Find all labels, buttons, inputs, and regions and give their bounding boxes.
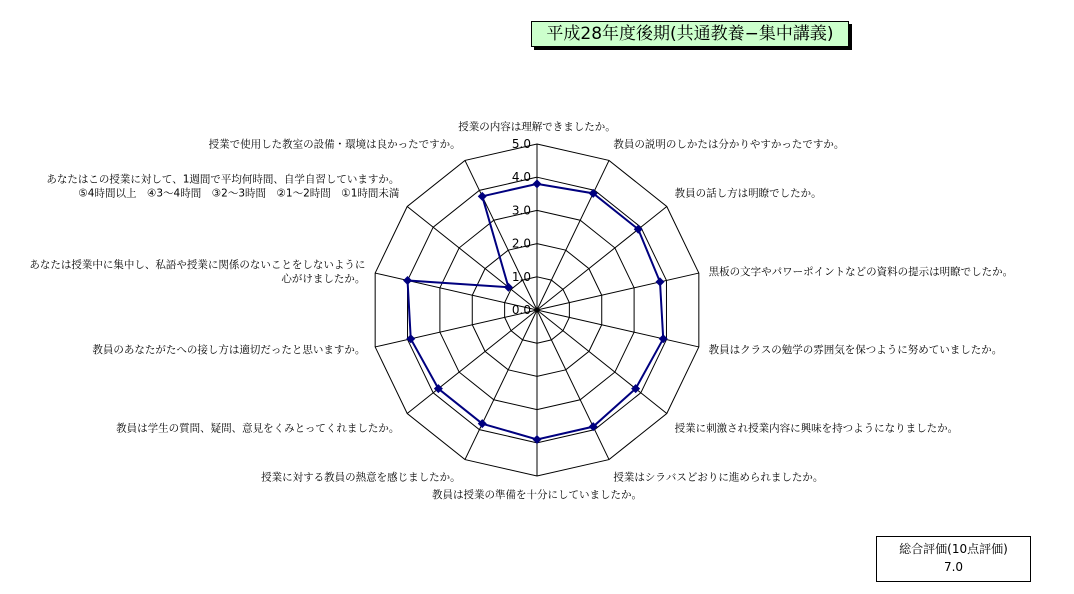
tick-label: 2.0: [511, 236, 531, 251]
tick-label: 0.0: [511, 303, 531, 317]
data-point: [403, 276, 412, 285]
axis-label: あなたは授業中に集中し、私語や授業に関係のないことをしないように: [29, 258, 366, 271]
summary-box: [876, 536, 1031, 582]
summary-value: 7.0: [943, 560, 964, 574]
axis-label: 授業の内容は理解できましたか。: [458, 121, 616, 133]
tick-label: 1.0: [511, 269, 531, 284]
axis-label: 黒板の文字やパワーポイントなどの資料の提示は明瞭でしたか。: [708, 265, 1014, 278]
axis-label: 教員は授業の準備を十分にしていましたか。: [432, 489, 642, 501]
axis-label: 教員のあなたがたへの接し方は適切だったと思いますか。: [92, 344, 366, 357]
axis-label: あなたはこの授業に対して、1週間で平均何時間、自学自習していますか。: [46, 173, 400, 186]
axis-label: 教員はクラスの勉学の雰囲気を保つように努めていましたか。: [708, 344, 1003, 357]
data-point: [655, 277, 664, 286]
axis-label: 授業に刺激され授業内容に興味を持つようになりましたか。: [674, 422, 959, 435]
chart-title: 平成28年度後期(共通教養−集中講義): [531, 21, 849, 47]
axis-label: 心がけましたか。: [281, 272, 366, 285]
tick-label: 3.0: [511, 203, 531, 218]
tick-label: 5.0: [511, 137, 531, 151]
axis-label: ⑤4時間以上 ④3〜4時間 ③2〜3時間 ②1〜2時間 ①1時間未満: [78, 187, 400, 200]
axis-label: 授業で使用した教室の設備・環境は良かったですか。: [208, 138, 461, 151]
grid-spoke: [537, 273, 699, 310]
data-point: [533, 179, 542, 188]
axis-label: 授業に対する教員の熱意を感じましたか。: [261, 471, 461, 484]
axis-label: 教員の話し方は明瞭でしたか。: [674, 187, 822, 200]
axis-label: 教員は学生の質問、疑問、意見をくみとってくれましたか。: [116, 422, 400, 435]
axis-label: 教員の説明のしかたは分かりやすかったですか。: [613, 138, 845, 151]
grid-spoke: [537, 310, 699, 347]
data-point: [478, 192, 487, 201]
data-point: [533, 435, 542, 444]
axis-label: 授業はシラバスどおりに進められましたか。: [613, 471, 824, 484]
summary-label: 総合評価(10点評価): [899, 542, 1008, 556]
tick-label: 4.0: [511, 170, 531, 185]
